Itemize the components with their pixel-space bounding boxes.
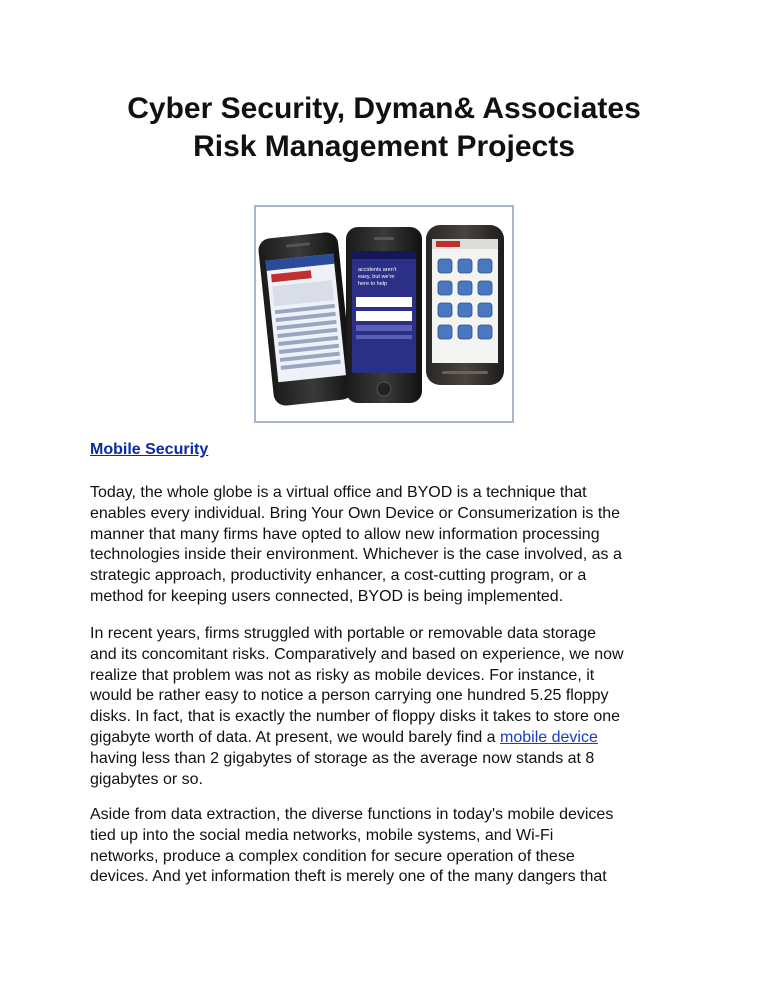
phone-left (257, 231, 354, 406)
p2-line: realize that problem was not as risky as mobile devices. For instance, it (90, 666, 595, 684)
p1-line: technologies inside their environment. Whichever is the case involved, as a (90, 546, 622, 564)
paragraph-2 (90, 624, 690, 790)
phone-middle (346, 227, 422, 403)
phones-figure (254, 205, 514, 423)
phone-screen-text-2: easy, but we're (358, 274, 395, 280)
p3-line: Aside from data extraction, the diverse functions in today's mobile devices (90, 806, 614, 823)
p3-line: networks, produce a complex condition for secure operation of these (90, 847, 575, 865)
p2-line: disks. In fact, that is exactly the number of floppy disks it takes to store one (90, 708, 621, 726)
p2-line: In recent years, firms struggled with portable or removable data storage (90, 625, 597, 642)
p2-line: and its concomitant risks. Comparatively and based on experience, we now (90, 645, 624, 663)
phones-illustration (256, 207, 512, 421)
p3-line: tied up into the social media networks, mobile systems, and Wi-Fi (90, 826, 554, 844)
p1-line: strategic approach, productivity enhancer, a cost-cutting program, or a (90, 567, 587, 585)
document-title (60, 90, 708, 166)
p2-line (90, 728, 690, 749)
p3-line: devices. And yet information theft is merely one of the many dangers that (90, 868, 607, 886)
paragraph-1 (90, 483, 690, 608)
p1-line: enables every individual. Bring Your Own Device or Consumerization is the (90, 504, 621, 522)
p2-line-text: gigabyte worth of data. At present, we would barely find a (90, 728, 496, 746)
title-line-2: Risk Management Projects (193, 130, 575, 163)
phone-screen-text-3: here to help (358, 281, 388, 287)
phone-right (426, 225, 504, 385)
p2-line: gigabytes or so. (90, 770, 203, 788)
section-heading-mobile-security[interactable]: Mobile Security (90, 441, 209, 458)
phone-screen-text-1: accidents aren't (358, 267, 397, 273)
p1-line: manner that many firms have opted to allow new information processing (90, 525, 600, 543)
title-line-1: Cyber Security, Dyman& Associates (127, 92, 641, 125)
p1-line: Today, the whole globe is a virtual office and BYOD is a technique that (90, 484, 587, 501)
p2-line: having less than 2 gigabytes of storage as the average now stands at 8 (90, 749, 595, 767)
p2-line: would be rather easy to notice a person carrying one hundred 5.25 floppy (90, 687, 609, 705)
p1-line: method for keeping users connected, BYOD is being implemented. (90, 587, 564, 605)
paragraph-3 (90, 805, 690, 888)
mobile-device-link[interactable]: mobile device (500, 728, 598, 746)
